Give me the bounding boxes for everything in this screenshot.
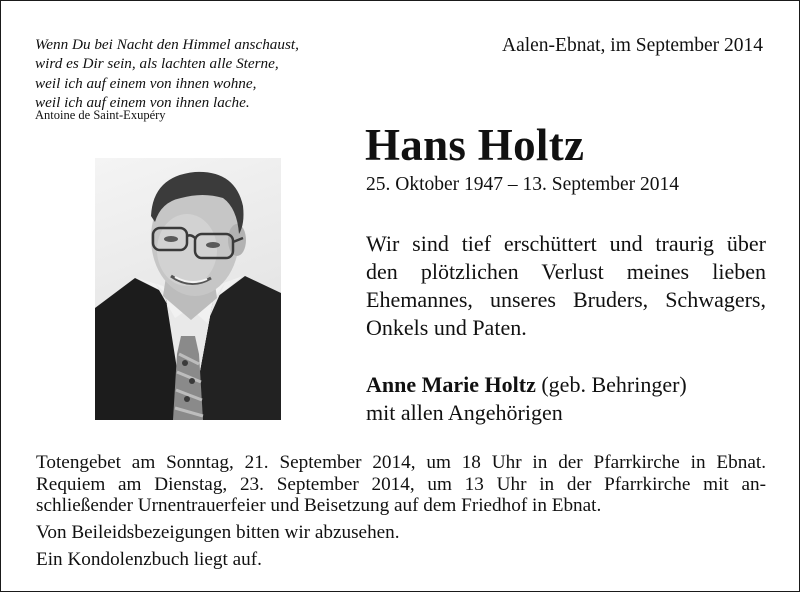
quote-line: weil ich auf einem von ihnen lache. (35, 94, 250, 112)
quote-author: Antoine de Saint-Exupéry (35, 108, 166, 122)
portrait-photo (95, 158, 281, 420)
life-dates: 25. Oktober 1947 – 13. September 2014 (366, 174, 680, 195)
message-line: Wir sind tief erschüttert und traurig über (366, 231, 766, 256)
message-line: Onkels und Paten. (366, 315, 527, 340)
signatories (366, 371, 687, 427)
signer-line (366, 371, 687, 399)
service-details (36, 452, 766, 571)
place-and-date: Aalen-Ebnat, im September 2014 (501, 35, 763, 56)
service-line: Totengebet am Sonntag, 21. September 2014, um 18 Uhr in der Pfarrkirche in Ebnat. (36, 452, 766, 473)
service-line: Requiem am Dienstag, 23. September 2014, um 13 Uhr in der Pfarrkirche mit an- (36, 473, 766, 495)
quote-line: weil ich auf einem von ihnen wohne, (35, 74, 257, 92)
quote-line: Wenn Du bei Nacht den Himmel anschaust, (35, 36, 299, 53)
message-line: den plötzlichen Verlust meines lieben (366, 259, 766, 284)
poem-quote (35, 35, 299, 113)
quote-line: wird es Dir sein, als lachten alle Sterne, (35, 55, 279, 73)
condolence-book-note: Ein Kondolenzbuch liegt auf. (36, 548, 262, 570)
service-line: schließender Urnentrauerfeier und Beisetzung auf dem Friedhof in Ebnat. (36, 495, 602, 517)
signer-family: mit allen Angehörigen (366, 400, 563, 425)
deceased-name: Hans Holtz (365, 120, 585, 170)
condolence-message (366, 230, 766, 342)
portrait-illustration (95, 158, 281, 420)
signer-name: Anne Marie Holtz (366, 372, 536, 397)
message-line: Ehemannes, unseres Bruders, Schwagers, (366, 287, 766, 312)
signer-maiden-name: (geb. Behringer) (541, 372, 687, 397)
condolence-request: Von Beileidsbezeigungen bitten wir abzusehen. (36, 522, 400, 544)
